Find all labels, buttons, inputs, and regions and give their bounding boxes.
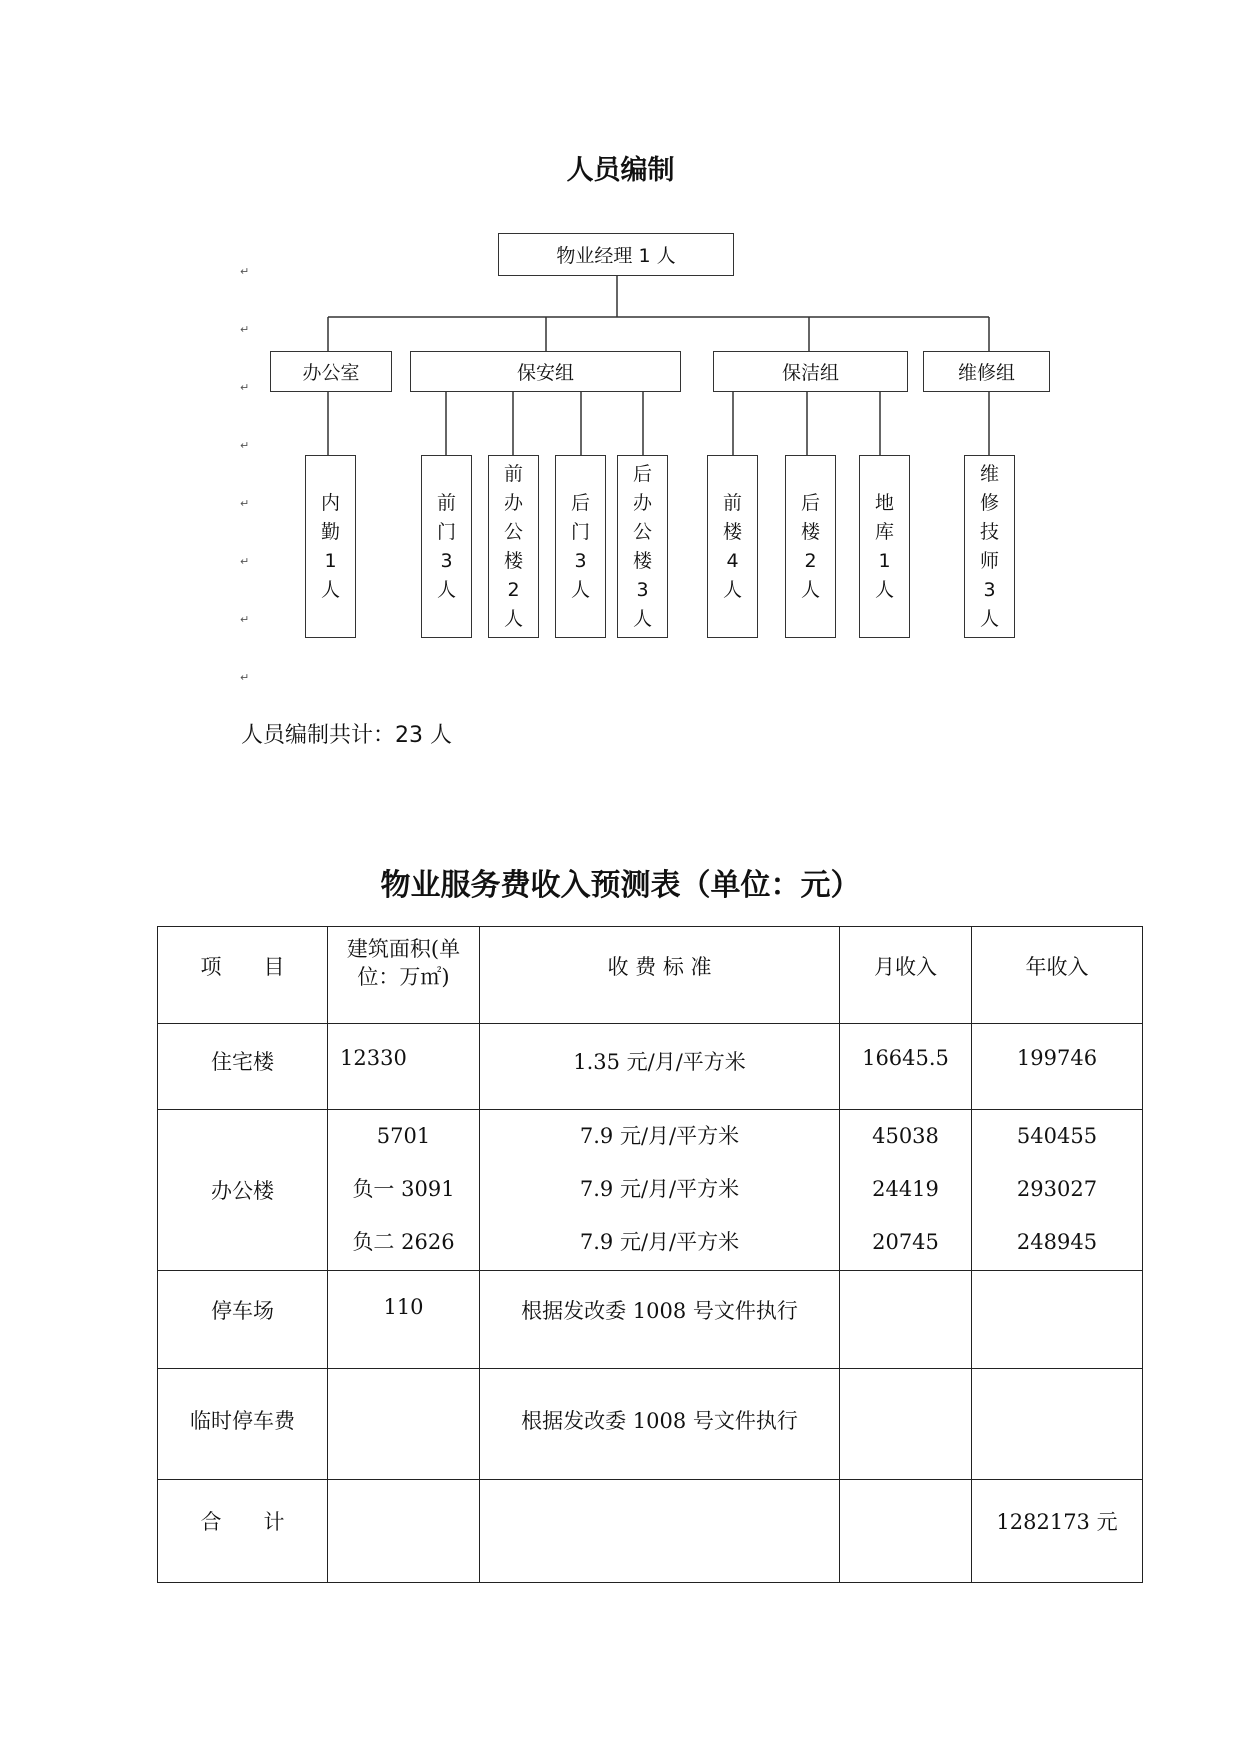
paragraph-mark: ↵: [240, 323, 250, 336]
paragraph-mark: ↵: [240, 439, 250, 452]
table-header-row: [158, 927, 1143, 1024]
paragraph-mark: ↵: [240, 497, 250, 510]
fee-table: [157, 926, 1143, 1583]
paragraph-mark: ↵: [240, 555, 250, 568]
unit-rear-office-building: 后 办 公 楼 3 人: [617, 455, 668, 638]
table-row: 住宅楼 12330 1.35 元/月/平方米 16645.5 199746: [158, 1024, 1143, 1110]
org-chart-title: 人员编制: [566, 155, 675, 186]
unit-office-staff: 内 勤 1 人: [305, 455, 356, 638]
header-item: 项 目: [158, 927, 328, 1024]
fee-table-title: 物业服务费收入预测表（单位：元）: [380, 868, 861, 903]
paragraph-mark: ↵: [240, 265, 250, 278]
header-monthly: 月收入: [840, 927, 972, 1024]
unit-front-office-building: 前 办 公 楼 2 人: [488, 455, 539, 638]
paragraph-mark: ↵: [240, 671, 250, 684]
paragraph-mark: ↵: [240, 381, 250, 394]
header-yearly: 年收入: [972, 927, 1143, 1024]
staff-total: 人员编制共计：23 人: [241, 723, 452, 748]
unit-rear-building: 后 楼 2 人: [785, 455, 836, 638]
unit-front-building: 前 楼 4 人: [707, 455, 758, 638]
dept-security: 保安组: [410, 351, 681, 392]
table-row: 办公楼 5701 负一 3091 负二 2626 7.9 元/月/平方米 7.9 元/月/平方米 7.9 元/月/平方米 45038 24419 20745 540455 293027 248945: [158, 1110, 1143, 1271]
unit-front-gate: 前 门 3 人: [421, 455, 472, 638]
header-standard: 收 费 标 准: [480, 927, 840, 1024]
org-root-manager: 物业经理 1 人: [498, 233, 734, 276]
dept-maintenance: 维修组: [923, 351, 1050, 392]
dept-cleaning: 保洁组: [713, 351, 908, 392]
table-row: 停车场 110 根据发改委 1008 号文件执行: [158, 1271, 1143, 1369]
table-row: 临时停车费 根据发改委 1008 号文件执行: [158, 1369, 1143, 1480]
unit-rear-gate: 后 门 3 人: [555, 455, 606, 638]
table-row-total: 合 计 1282173 元: [158, 1480, 1143, 1583]
header-area: 建筑面积(单 位：万㎡): [328, 927, 480, 1024]
paragraph-mark: ↵: [240, 613, 250, 626]
unit-basement: 地 库 1 人: [859, 455, 910, 638]
dept-office: 办公室: [270, 351, 392, 392]
unit-maintenance-tech: 维 修 技 师 3 人: [964, 455, 1015, 638]
